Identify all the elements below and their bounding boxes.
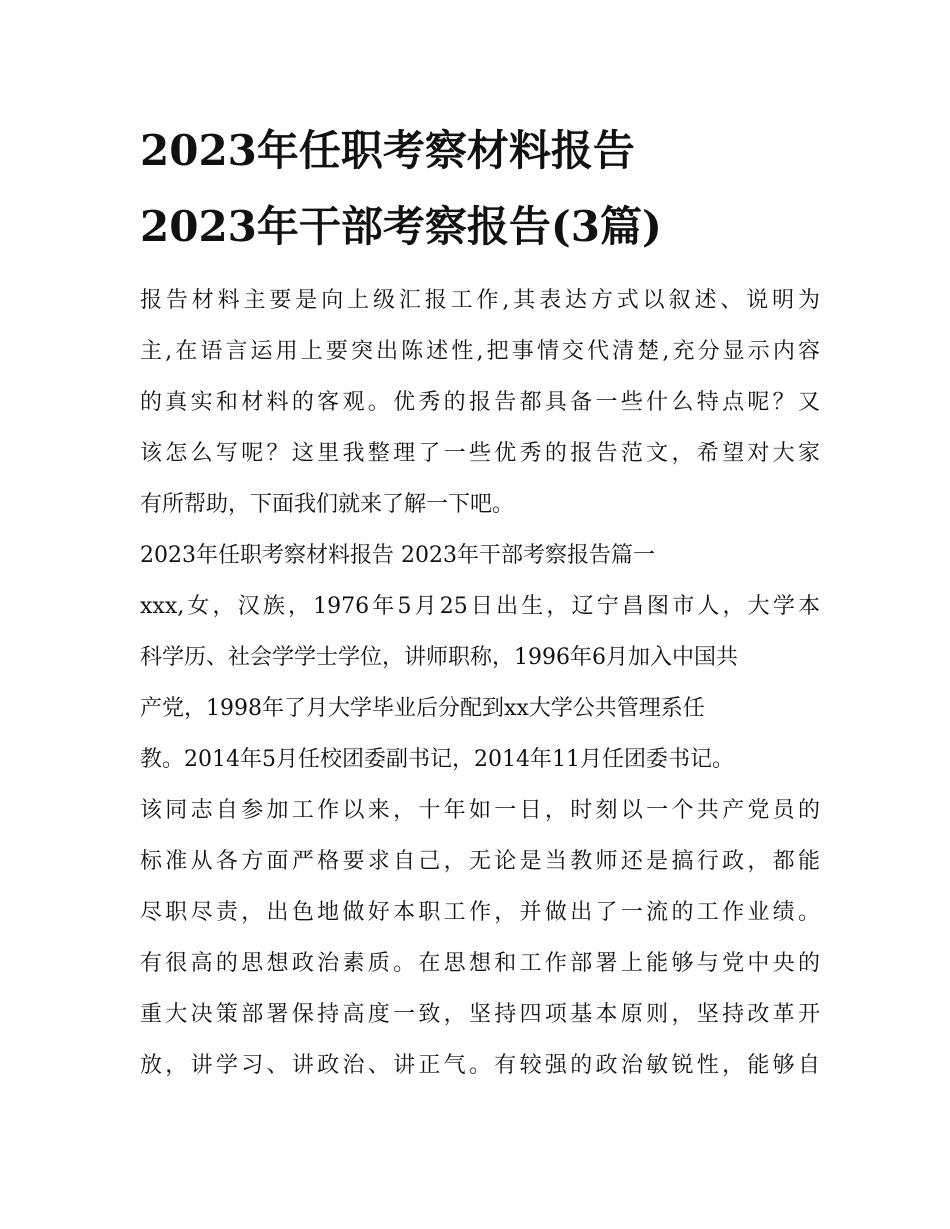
intro-line: 有所帮助，下面我们就来了解一下吧。: [140, 492, 515, 517]
intro-line: 该怎么写呢？这里我整理了一些优秀的报告范文，希望对大家: [140, 441, 820, 466]
body-line: 科学历、社会学学士学位，讲师职称，1996年6月加入中国共: [140, 645, 738, 670]
body-line: 教。2014年5月任校团委副书记，2014年11月任团委书记。: [140, 747, 734, 772]
body-line: 产党，1998年了月大学毕业后分配到xx大学公共管理系任: [140, 696, 705, 721]
document-title-line-2: 2023年干部考察报告(3篇): [140, 202, 662, 251]
body-line: 重大决策部署保持高度一致，坚持四项基本原则，坚持改革开: [140, 1002, 820, 1027]
intro-line: 的真实和材料的客观。优秀的报告都具备一些什么特点呢？又: [140, 390, 820, 415]
document-content: [140, 113, 820, 1091]
body-line: 有很高的思想政治素质。在思想和工作部署上能够与党中央的: [140, 951, 820, 976]
body-line: 尽职尽责，出色地做好本职工作，并做出了一流的工作业绩。: [140, 900, 820, 925]
body-line: xxx,女，汉族，1976年5月25日出生，辽宁昌图市人，大学本: [140, 594, 820, 619]
body-line: 该同志自参加工作以来，十年如一日，时刻以一个共产党员的: [140, 798, 820, 823]
intro-line: 主,在语言运用上要突出陈述性,把事情交代清楚,充分显示内容: [140, 339, 820, 364]
body-line: 标准从各方面严格要求自己，无论是当教师还是搞行政，都能: [140, 849, 820, 874]
document-body: [140, 275, 820, 1091]
section-heading: 2023年任职考察材料报告 2023年干部考察报告篇一: [140, 543, 655, 568]
document-title-line-1: 2023年任职考察材料报告: [140, 126, 635, 175]
body-line: 放，讲学习、讲政治、讲正气。有较强的政治敏锐性，能够自: [140, 1053, 820, 1078]
intro-line: 报告材料主要是向上级汇报工作,其表达方式以叙述、说明为: [140, 288, 820, 313]
